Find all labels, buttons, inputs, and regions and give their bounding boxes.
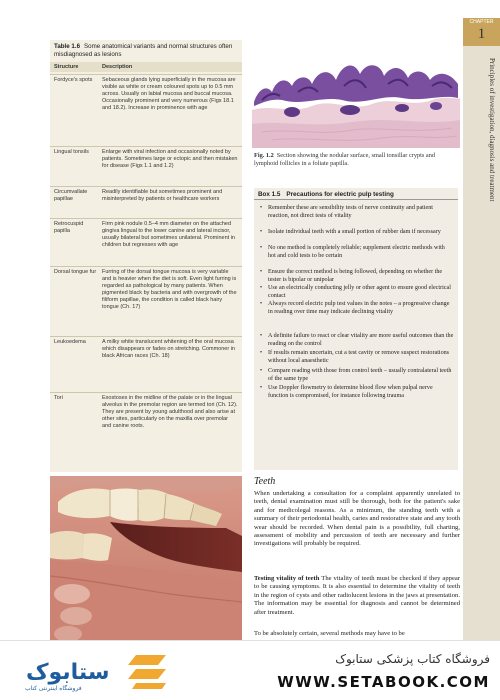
box-bullet: • No one method is completely reliable; supplement electric methods with hot and cold tests to be certain	[260, 245, 454, 260]
teeth-paragraph-2-lead: Testing vitality of teeth	[254, 575, 320, 582]
table-cell-description: Readily identifiable but sometimes prominent and misinterpreted by patients or healthcare workers	[102, 189, 223, 202]
figure-caption	[254, 152, 458, 168]
chapter-number: 1	[477, 26, 486, 42]
table-cell-structure: Tori	[54, 395, 63, 401]
table-caption	[54, 43, 240, 59]
footer-website-link[interactable]: WWW.SETABOOK.COM	[277, 673, 490, 691]
box-bullet: • Use an electrically conducting jelly or other agent to ensure good electrical contact	[260, 285, 454, 300]
table-row	[50, 218, 242, 264]
figure-caption-text: Section showing the nodular surface, small tonsillar crypts and lymphoid follicles in a foliate papilla.	[254, 152, 436, 167]
teeth-paragraph-2	[254, 575, 460, 617]
box-label: Box 1.5	[258, 191, 281, 198]
teeth-paragraph-1: When undertaking a consultation for a complaint apparently unrelated to teeth, dental examination must still be thorough, both for the patient's sake and for medicolegal reasons. As a minimum, the standing teeth with a summary of their periodontal health, caries and restorative state and any tooth wear should be recorded. When dental pain is a possibility, full charting, assessment of mobility and percussion of teeth are necessary and further investigations will probably be required.	[254, 490, 460, 548]
chapter-tab	[463, 18, 500, 640]
table-header	[50, 62, 242, 72]
box-bullet: • Ensure the correct method is being followed, depending on whether the tester is bipolar or unipolar	[260, 269, 454, 284]
table-cell-description: A milky white translucent whitening of the oral mucosa which disappears or fades on stretching. Commoner in black African races (Ch. 18)	[102, 339, 235, 359]
chapter-label: CHAPTER	[469, 19, 494, 25]
setabook-logo-subtitle: فروشگاه اینترنتی کتاب	[25, 686, 82, 692]
anatomical-variants-table	[50, 40, 242, 472]
section-heading-teeth: Teeth	[254, 476, 276, 487]
footer-persian-title: فروشگاه کتاب پزشکی ستابوک	[335, 652, 490, 666]
lower-teeth-photo	[50, 476, 242, 640]
table-cell-structure: Leukoedema	[54, 339, 86, 345]
footer-banner[interactable]	[0, 640, 500, 700]
foliate-papilla-histology-image	[252, 40, 460, 148]
box-bullet: • Isolate individual teeth with a small portion of rubber dam if necessary	[260, 229, 454, 237]
table-row	[50, 146, 242, 184]
table-row	[50, 266, 242, 336]
table-header-structure: Structure	[54, 64, 79, 70]
table-label: Table 1.6	[54, 43, 81, 50]
pulp-testing-precautions-box	[254, 188, 458, 470]
box-bullet: • Use Doppler flowmetry to determine blood flow when pulpal nerve function is compromised, for instance following trauma	[260, 385, 454, 400]
table-cell-structure: Fordyce's spots	[54, 77, 93, 83]
table-row	[50, 336, 242, 374]
box-header	[254, 188, 458, 200]
box-title-text: Precautions for electric pulp testing	[286, 191, 394, 198]
table-cell-structure: Lingual tonsils	[54, 149, 89, 155]
box-title	[258, 191, 400, 198]
figure-label: Fig. 1.2	[254, 152, 274, 159]
table-cell-description: Sebaceous glands lying superficially in the mucosa are visible as white or cream coloured spots up to 0.5 mm across. Usually on labial mucosa and buccal mucosa. Occasionally prominent and very numerous (Figs 18.1 and 18.2). Increase in prominence with age	[102, 77, 236, 111]
box-bullet: • A definite failure to react or clear vitality are more useful outcomes than the reading on the control	[260, 333, 454, 348]
table-row	[50, 186, 242, 216]
table-cell-description: Enlarge with viral infection and occasionally noted by patients. Sometimes large or ectopic and then mistaken for disease (Figs 1.1 and 1.2)	[102, 149, 238, 169]
box-bullet: • Compare reading with those from control teeth – usually contralateral teeth of the same type	[260, 368, 454, 383]
chapter-title: Principles of investigation, diagnosis and treatment	[488, 58, 496, 202]
table-header-description: Description	[102, 64, 133, 70]
box-bullet: • If results remain uncertain, cut a test cavity or remove suspect restorations without local anaesthetic	[260, 350, 454, 365]
teeth-paragraph-3: To be absolutely certain, several methods may have to be	[254, 630, 405, 637]
table-caption-text: Some anatomical variants and normal structures often misdiagnosed as lesions	[54, 43, 233, 58]
setabook-logo-text: ستابوک	[26, 660, 110, 685]
table-cell-structure: Retrocuspid papilla	[54, 221, 84, 234]
table-cell-description: Exostoses in the midline of the palate or in the lingual alveolus in the premolar region are termed tori (Ch. 12). They are present by young adulthood and also arise at other sites, particularly on the maxilla over premolar and canine roots.	[102, 395, 238, 429]
table-row	[50, 74, 242, 136]
table-row	[50, 392, 242, 468]
table-cell-description: Furring of the dorsal tongue mucosa is very variable and is heavier when the diet is soft. Even light furring is regarded as pathological by many patients. When pigmented black by bacteria and with overgrowth of the filiform papillae, the condition is called black hairy tongue (Ch. 17)	[102, 269, 237, 310]
box-bullet: • Always record electric pulp test values in the notes – a progressive change in reading over time may indicate declining vitality	[260, 301, 454, 316]
table-cell-structure: Circumvallate papillae	[54, 189, 88, 202]
table-cell-description: Firm pink nodule 0.5–4 mm diameter on the attached gingiva lingual to the lower canine and lateral incisor, usually bilateral but sometimes unilateral. Prominent in children but regresses with age	[102, 221, 235, 248]
table-cell-structure: Dorsal tongue fur	[54, 269, 97, 275]
box-bullet: • Remember these are sensibility tests of nerve continuity and patient reaction, not direct tests of vitality	[260, 205, 454, 220]
teeth-paragraph-2-text: The vitality of teeth must be checked if they appear to be causing symptoms. It is also essential to determine the vitality of teeth in the region of cysts and other radiolucent lesions in the jaws at presentation. The information may be essential for diagnosis and cannot be determined after treatment.	[254, 575, 460, 616]
